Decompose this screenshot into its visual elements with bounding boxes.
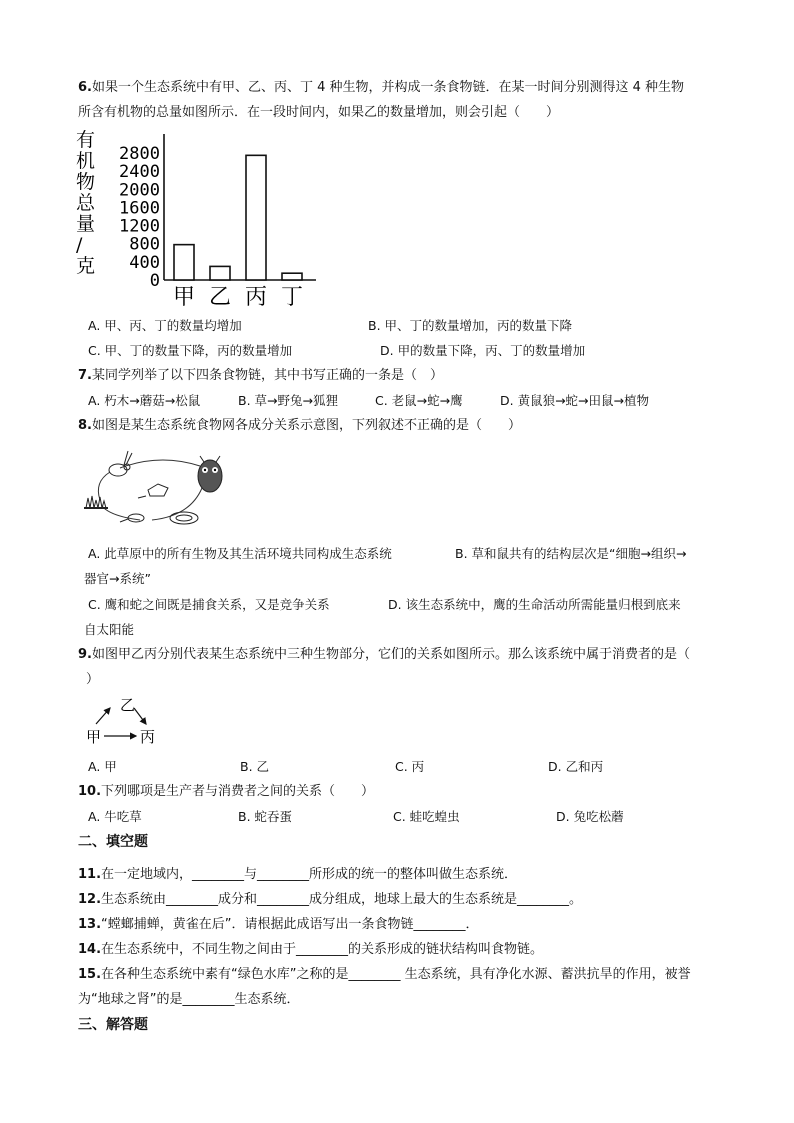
q10-option-b[interactable]: B. 蛇吞蛋 xyxy=(238,809,293,824)
chart-xtick-label: 丁 xyxy=(280,285,304,310)
chart-ylabel xyxy=(76,129,96,277)
q9-option-a[interactable]: A. 甲 xyxy=(88,759,117,774)
chart-ylabel-char: 总 xyxy=(76,192,96,214)
q10-option-d[interactable]: D. 兔吃松蘑 xyxy=(556,809,624,824)
q9-option-c[interactable]: C. 丙 xyxy=(395,759,425,774)
q6-line2: 所含有机物的总量如图所示．在一段时间内，如果乙的数量增加，则会引起（ ） xyxy=(78,105,560,120)
mouse-icon xyxy=(120,514,144,522)
diagram-node-top: 乙 xyxy=(120,698,136,714)
diagram-node-right: 丙 xyxy=(140,728,156,746)
chart-ylabel-char: 克 xyxy=(76,255,96,277)
chart-ytick-label: 2800 xyxy=(119,144,160,165)
food-web-arrow xyxy=(98,472,110,500)
q8-option-a[interactable]: A. 此草原中的所有生物及其生活环境共同构成生态系统 xyxy=(88,546,392,561)
q14: 14.在生态系统中，不同生物之间由于________的关系形成的链状结构叫食物链。 xyxy=(78,942,544,957)
q9-option-b[interactable]: B. 乙 xyxy=(240,759,270,774)
q13: 13.“螳螂捕蝉，黄雀在后”．请根据此成语写出一条食物链________． xyxy=(78,917,479,932)
q7-option-c[interactable]: C. 老鼠→蛇→鹰 xyxy=(375,393,463,408)
q6-line1: 6.如果一个生态系统中有甲、乙、丙、丁 4 种生物，并构成一条食物链．在某一时间分别测得这 4 种生物 xyxy=(78,80,685,95)
chart-ytick-label: 2000 xyxy=(119,180,160,201)
q7-stem: 7.某同学列举了以下四条食物链，其中书写正确的一条是（ ） xyxy=(78,368,443,383)
grass-icon xyxy=(84,496,108,508)
chart-yticks xyxy=(119,144,160,291)
q9-option-d[interactable]: D. 乙和丙 xyxy=(548,759,604,774)
q8-option-b-cont: 器官→系统” xyxy=(84,571,151,586)
chart-bar-丙 xyxy=(246,155,266,280)
q6-bar-chart xyxy=(76,128,326,310)
chart-bar-乙 xyxy=(210,266,230,280)
chart-xtick-label: 甲 xyxy=(172,285,196,310)
q10-option-a[interactable]: A. 牛吃草 xyxy=(88,809,142,824)
q9-line1: 9.如图甲乙丙分别代表某生态系统中三种生物部分，它们的关系如图所示。那么该系统中属于消费者的是（ xyxy=(78,647,690,662)
chart-ytick-label: 2400 xyxy=(119,162,160,183)
chart-ytick-label: 800 xyxy=(129,234,160,255)
chart-xtick-label: 乙 xyxy=(208,285,232,310)
q15-line1: 15.在各种生态系统中素有“绿色水库”之称的是________ 生态系统，具有净化水源、蓄洪抗旱的作用，被誉 xyxy=(78,967,691,982)
q6-option-b[interactable]: B. 甲、丁的数量增加，丙的数量下降 xyxy=(368,318,573,333)
q6-option-c[interactable]: C. 甲、丁的数量下降，丙的数量增加 xyxy=(88,343,293,358)
q8-option-d-cont: 自太阳能 xyxy=(84,622,135,637)
q6-option-d[interactable]: D. 甲的数量下降，丙、丁的数量增加 xyxy=(380,343,586,358)
chart-bar-丁 xyxy=(282,273,302,280)
arrow-top-to-right xyxy=(134,708,146,724)
q12: 12.生态系统由________成分和________成分组成，地球上最大的生态系统是________。 xyxy=(78,892,583,907)
arrow-left-to-top xyxy=(96,708,110,724)
q8-option-c[interactable]: C. 鹰和蛇之间既是捕食关系，又是竞争关系 xyxy=(88,597,330,612)
chart-ylabel-char: 有 xyxy=(76,129,96,151)
chart-ytick-label: 400 xyxy=(129,252,160,273)
chart-bars xyxy=(174,155,302,280)
q10-stem: 10.下列哪项是生产者与消费者之间的关系（ ） xyxy=(78,784,375,799)
section-fill-in-heading: 二、填空题 xyxy=(78,834,148,850)
q10-option-c[interactable]: C. 蛙吃蝗虫 xyxy=(393,809,460,824)
q7-option-b[interactable]: B. 草→野兔→狐狸 xyxy=(238,393,338,408)
diagram-node-left: 甲 xyxy=(86,728,102,746)
chart-xticks xyxy=(173,285,303,310)
q9-line2: ） xyxy=(86,672,100,687)
chart-ytick-label: 0 xyxy=(149,271,160,291)
rabbit-icon xyxy=(109,451,132,476)
chart-ytick-label: 1200 xyxy=(119,216,160,237)
owl-icon xyxy=(198,456,222,492)
food-web-arrow xyxy=(120,460,200,468)
q8-option-d[interactable]: D. 该生态系统中，鹰的生命活动所需能量归根到底来 xyxy=(388,597,681,612)
chart-ylabel-char: 机 xyxy=(76,150,96,172)
q8-option-b[interactable]: B. 草和鼠共有的结构层次是“细胞→组织→ xyxy=(455,546,687,561)
q6-number: 6. xyxy=(78,80,92,95)
section-answer-heading: 三、解答题 xyxy=(78,1017,148,1033)
chart-ylabel-char: / xyxy=(76,234,83,256)
food-web-arrow xyxy=(152,488,202,520)
q7-option-d[interactable]: D. 黄鼠狼→蛇→田鼠→植物 xyxy=(500,393,649,408)
q11: 11.在一定地域内，________与________所形成的统一的整体叫做生态系统． xyxy=(78,867,518,882)
chart-bar-甲 xyxy=(174,245,194,280)
q8-stem: 8.如图是某生态系统食物网各成分关系示意图，下列叙述不正确的是（ ） xyxy=(78,418,521,433)
q9-relation-diagram xyxy=(84,698,164,748)
chart-ylabel-char: 物 xyxy=(76,171,96,193)
fox-icon xyxy=(138,484,168,498)
chart-ytick-label: 1600 xyxy=(119,198,160,219)
q15-line2: 为“地球之肾”的是________生态系统． xyxy=(78,992,300,1007)
snake-icon xyxy=(170,512,198,524)
q6-option-a[interactable]: A. 甲、丙、丁的数量均增加 xyxy=(88,318,242,333)
chart-ylabel-char: 量 xyxy=(76,213,96,235)
q8-food-web-illustration xyxy=(80,448,240,530)
q7-option-a[interactable]: A. 朽木→蘑菇→松鼠 xyxy=(88,393,201,408)
chart-xtick-label: 丙 xyxy=(244,285,268,310)
